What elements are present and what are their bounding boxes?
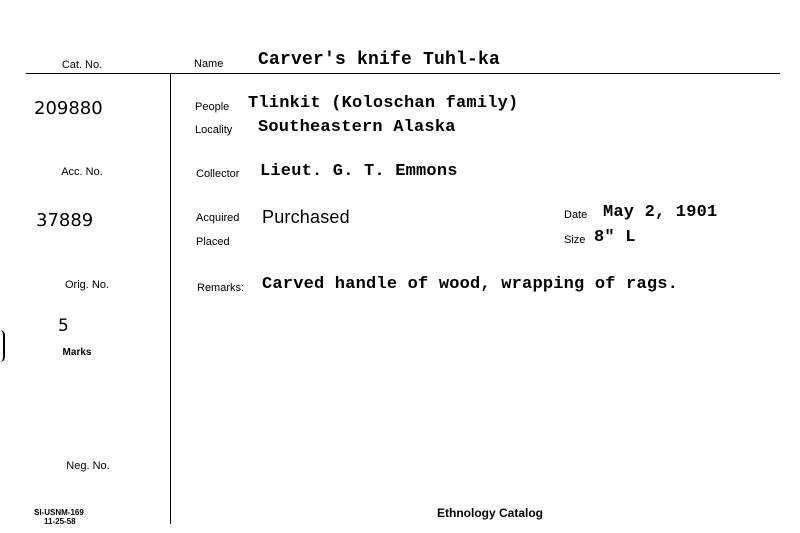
form-code: SI-USNM-169 [34,508,84,517]
locality-value: Southeastern Alaska [258,118,456,137]
cat-no-label: Cat. No. [61,59,103,71]
neg-no-label: Neg. No. [66,460,110,472]
date-value: May 2, 1901 [603,203,718,222]
acquired-value: Purchased [262,207,350,227]
acquired-label: Acquired [196,212,240,224]
acc-no-label: Acc. No. [61,166,103,178]
form-date: 11-25-58 [44,517,76,526]
cat-no-value: 209880 [34,98,103,119]
header-rule [26,73,780,74]
remarks-value: Carved handle of wood, wrapping of rags. [262,275,679,294]
collector-label: Collector [196,168,240,180]
people-label: People [195,101,230,113]
placed-label: Placed [196,236,230,248]
size-value: 8" L [594,228,636,247]
name-label: Name [194,58,224,70]
orig-no-value: 5 [58,316,69,336]
remarks-label: Remarks: [197,282,245,294]
size-label: Size [564,234,586,246]
marks-label: Marks [62,347,92,358]
people-value: Tlinkit (Koloschan family) [248,94,519,113]
name-value: Carver's knife Tuhl-ka [258,50,501,70]
catalog-title: Ethnology Catalog [437,506,543,520]
orig-no-label: Orig. No. [64,279,109,291]
edge-mark [0,330,5,362]
collector-value: Lieut. G. T. Emmons [260,162,458,181]
locality-label: Locality [195,124,233,136]
acc-no-value: 37889 [36,210,94,231]
date-label: Date [564,209,588,221]
column-divider [170,74,171,524]
